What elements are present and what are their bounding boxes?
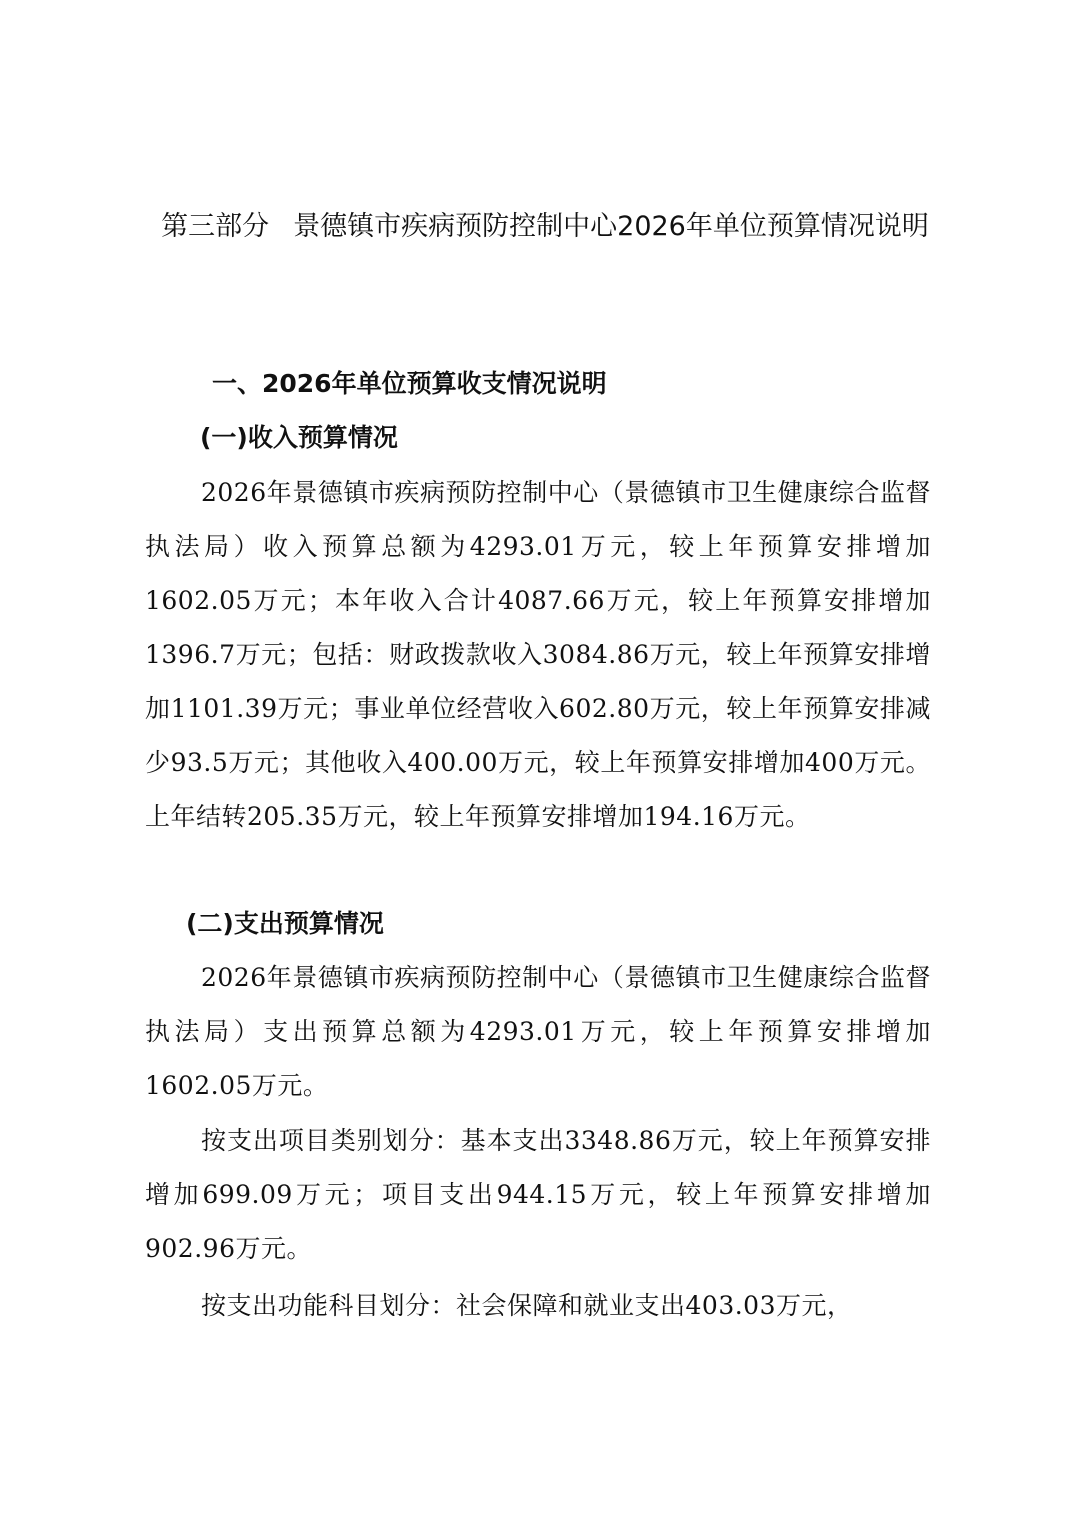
expenditure-paragraph-total: 2026年景德镇市疾病预防控制中心（景德镇市卫生健康综合监督执法局）支出预算总额为4293.01万元，较上年预算安排增加1602.05万元。 — [145, 963, 931, 1100]
income-paragraph: 2026年景德镇市疾病预防控制中心（景德镇市卫生健康综合监督执法局）收入预算总额为4293.01万元，较上年预算安排增加1602.05万元；本年收入合计4087.66万元，较上年预算安排增加1396.7万元；包括：财政拨款收入3084.86万元，较上年预算安排增加1101.39万元；事业单位经营收入602.80万元，较上年预算安排减少93.5万元；其他收入400.00万元，较上年预算安排增加400万元。上年结转205.35万元，较上年预算安排增加194.16万元。 — [145, 478, 931, 831]
expenditure-paragraph-by-function: 按支出功能科目划分：社会保障和就业支出403.03万元， — [201, 1291, 853, 1320]
subsection-heading-income: (一)收入预算情况 — [200, 423, 398, 452]
title-main-text: 景德镇市疾病预防控制中心2026年单位预算情况说明 — [293, 211, 929, 242]
section-heading-1: 一、2026年单位预算收支情况说明 — [212, 369, 607, 398]
expenditure-paragraph-by-category: 按支出项目类别划分：基本支出3348.86万元，较上年预算安排增加699.09万元；项目支出944.15万元，较上年预算安排增加902.96万元。 — [145, 1126, 931, 1263]
title-part-label: 第三部分 — [161, 211, 270, 242]
page-title — [150, 196, 940, 258]
subsection-heading-expenditure: (二)支出预算情况 — [186, 909, 384, 938]
